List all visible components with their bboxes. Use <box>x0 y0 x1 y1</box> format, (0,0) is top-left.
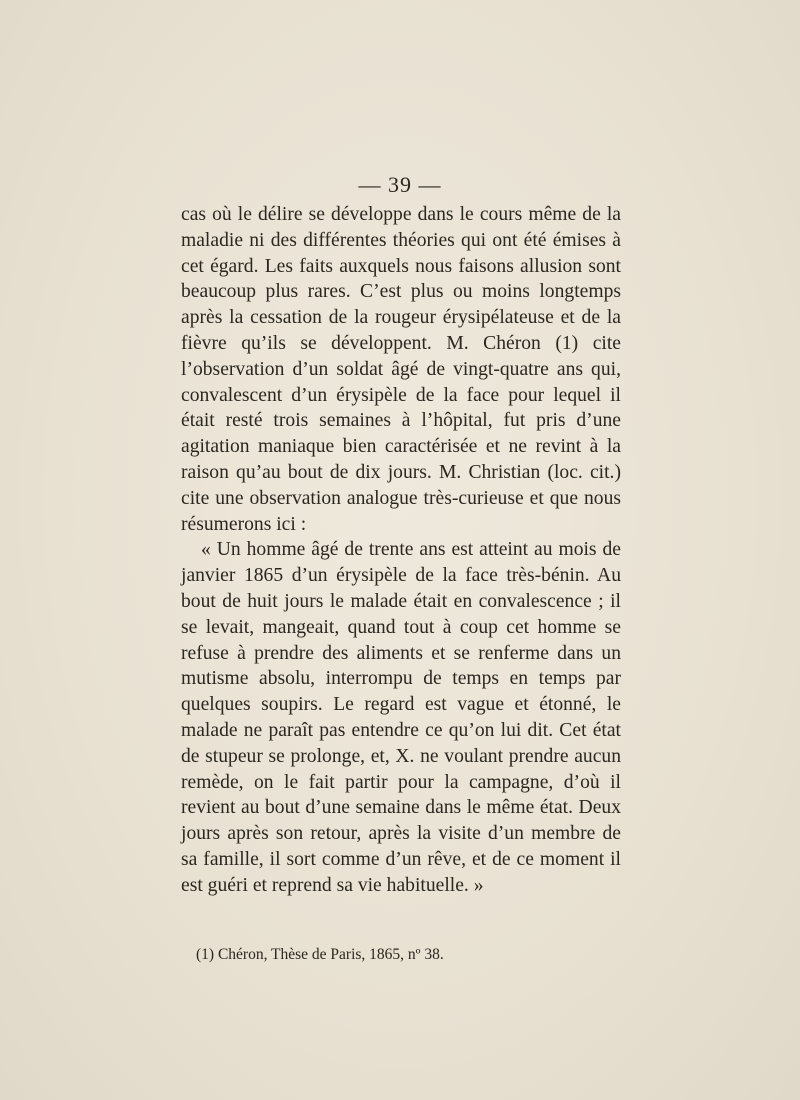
paragraph-1: cas où le délire se développe dans le cours même de la maladie ni des différentes théories qui ont été émises à cet égard. Les faits auxquels nous faisons allusion sont beaucoup plus rares. C’est plus ou moins longtemps après la cessation de la rougeur érysipélateuse et de la fièvre qu’ils se développent. M. Chéron (1) cite l’observation d’un soldat âgé de vingt-quatre ans qui, convalescent d’un érysipèle de la face pour lequel il était resté trois semaines à l’hôpital, fut pris d’une agitation maniaque bien caractérisée et ne revint à la raison qu’au bout de dix jours. M. Christian (loc. cit.) cite une observation analogue très-curieuse et que nous résumerons ici : <box>181 204 621 535</box>
footnote: (1) Chéron, Thèse de Paris, 1865, nº 38. <box>196 946 444 963</box>
page-number: — 39 — <box>358 172 442 197</box>
paragraph-2-quote: « Un homme âgé de trente ans est atteint au mois de janvier 1865 d’un érysipèle de la face très-bénin. Au bout de huit jours le malade était en convalescence ; il se levait, mangeait, quand tout à coup cet homme se refuse à prendre des aliments et se renferme dans un mutisme absolu, interrompu de temps en temps par quelques soupirs. Le regard est vague et étonné, le malade ne paraît pas entendre ce qu’on lui dit. Cet état de stupeur se prolonge, et, X. ne voulant prendre aucun remède, on le fait partir pour la campagne, d’où il revient au bout d’une semaine dans le même état. Deux jours après son retour, après la visite d’un membre de sa famille, il sort comme d’un rêve, et de ce moment il est guéri et reprend sa vie habituelle. » <box>181 539 621 896</box>
body-text <box>181 202 621 899</box>
